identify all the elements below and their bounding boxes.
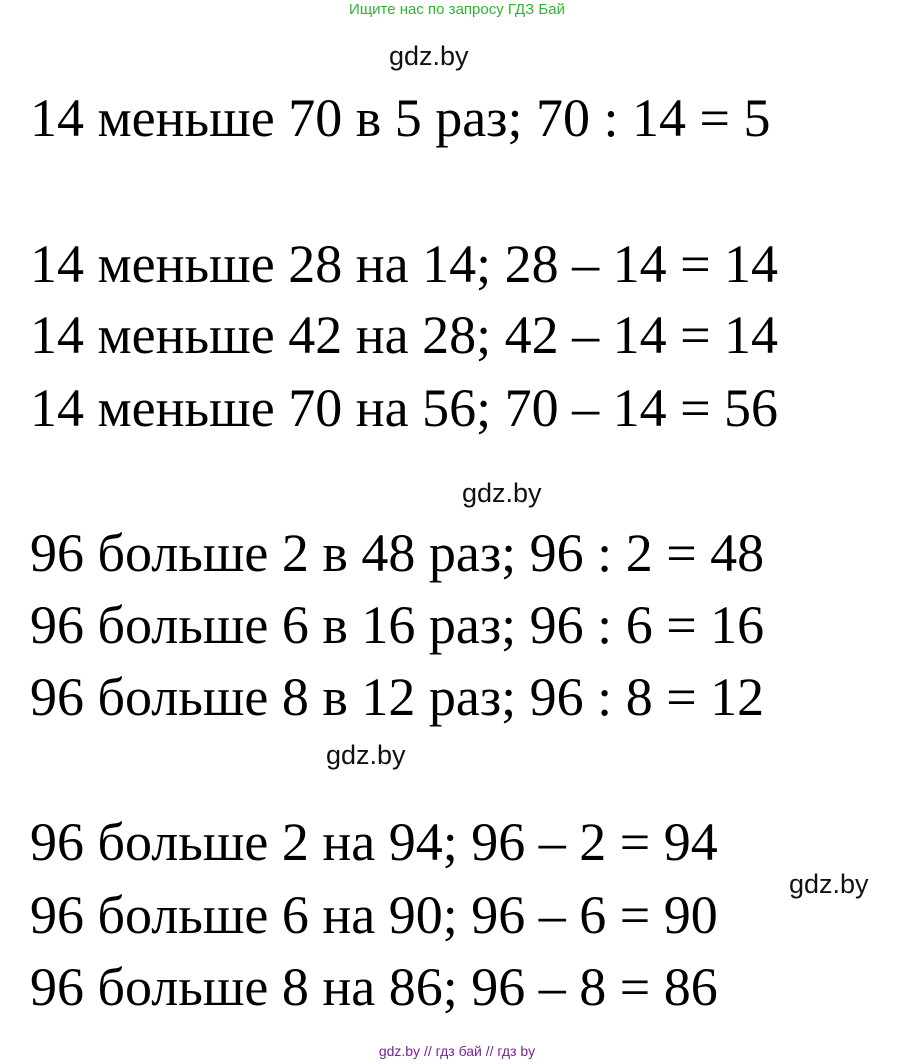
watermark: gdz.by — [789, 869, 869, 899]
watermark: gdz.by — [326, 740, 406, 770]
equation-line: 96 больше 8 на 86; 96 – 8 = 86 — [30, 957, 718, 1017]
equation-line: 14 меньше 28 на 14; 28 – 14 = 14 — [30, 234, 779, 294]
watermark: gdz.by — [389, 41, 469, 71]
equation-line: 14 меньше 70 в 5 раз; 70 : 14 = 5 — [30, 88, 771, 148]
equation-line: 14 меньше 42 на 28; 42 – 14 = 14 — [30, 305, 779, 365]
equation-line: 14 меньше 70 на 56; 70 – 14 = 56 — [30, 378, 779, 438]
equation-line: 96 больше 6 на 90; 96 – 6 = 90 — [30, 885, 718, 945]
top-banner: Ищите нас по запросу ГДЗ Бай — [349, 1, 565, 18]
watermark: gdz.by — [462, 478, 542, 508]
footer-watermark: gdz.by // гдз бай // гдз by — [378, 1043, 536, 1059]
equation-line: 96 больше 8 в 12 раз; 96 : 8 = 12 — [30, 667, 765, 727]
equation-line: 96 больше 2 в 48 раз; 96 : 2 = 48 — [30, 523, 765, 583]
equation-line: 96 больше 6 в 16 раз; 96 : 6 = 16 — [30, 595, 765, 655]
equation-line: 96 больше 2 на 94; 96 – 2 = 94 — [30, 812, 718, 872]
